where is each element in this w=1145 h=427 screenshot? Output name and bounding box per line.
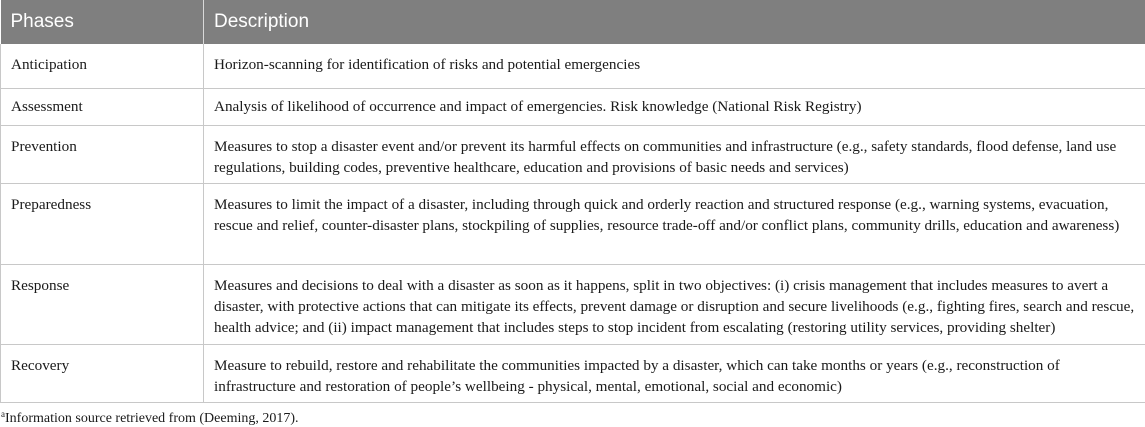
phase-cell: Recovery [1,344,204,402]
table-row [1,264,1145,344]
header-description: Description [204,0,1145,44]
description-cell: Measure to rebuild, restore and rehabilitate the communities impacted by a disaster, which can take months or years (e.g., reconstruction of infrastructure and restoration of people’s wellbeing - physical, mental, emotional, social and economic) [204,344,1145,402]
description-cell: Measures to limit the impact of a disaster, including through quick and orderly reaction and structured response (e.g., warning systems, evacuation, rescue and relief, counter-disaster plans, stockpiling of supplies, resource trade-off and/or conflict plans, community drills, education and awareness) [204,183,1145,264]
table-body [1,44,1145,402]
table-row [1,183,1145,264]
phase-cell: Assessment [1,88,204,125]
phase-cell: Response [1,264,204,344]
footnote-text: Information source retrieved from (Deeming, 2017). [5,411,299,426]
header-row [1,0,1145,44]
table-row [1,44,1145,88]
footnote-marker: a [1,409,5,419]
description-cell: Measures to stop a disaster event and/or prevent its harmful effects on communities and infrastructure (e.g., safety standards, flood defense, land use regulations, building codes, preventive healthcare, education and provisions of basic needs and services) [204,125,1145,183]
table-row [1,125,1145,183]
description-cell: Analysis of likelihood of occurrence and impact of emergencies. Risk knowledge (National Risk Registry) [204,88,1145,125]
description-cell: Measures and decisions to deal with a disaster as soon as it happens, split in two objectives: (i) crisis management that includes measures to avert a disaster, with protective actions that can mitigate its effects, prevent damage or disruption and secure livelihoods (e.g., fighting fires, search and rescue, health advice; and (ii) impact management that includes steps to stop incident from escalating (restoring utility services, providing shelter) [204,264,1145,344]
header-phases: Phases [1,0,204,44]
table-row [1,344,1145,402]
table-footnote [1,409,299,427]
phase-cell: Prevention [1,125,204,183]
phase-cell: Preparedness [1,183,204,264]
table-row [1,88,1145,125]
description-cell: Horizon-scanning for identification of risks and potential emergencies [204,44,1145,88]
phase-cell: Anticipation [1,44,204,88]
table-header [1,0,1145,44]
